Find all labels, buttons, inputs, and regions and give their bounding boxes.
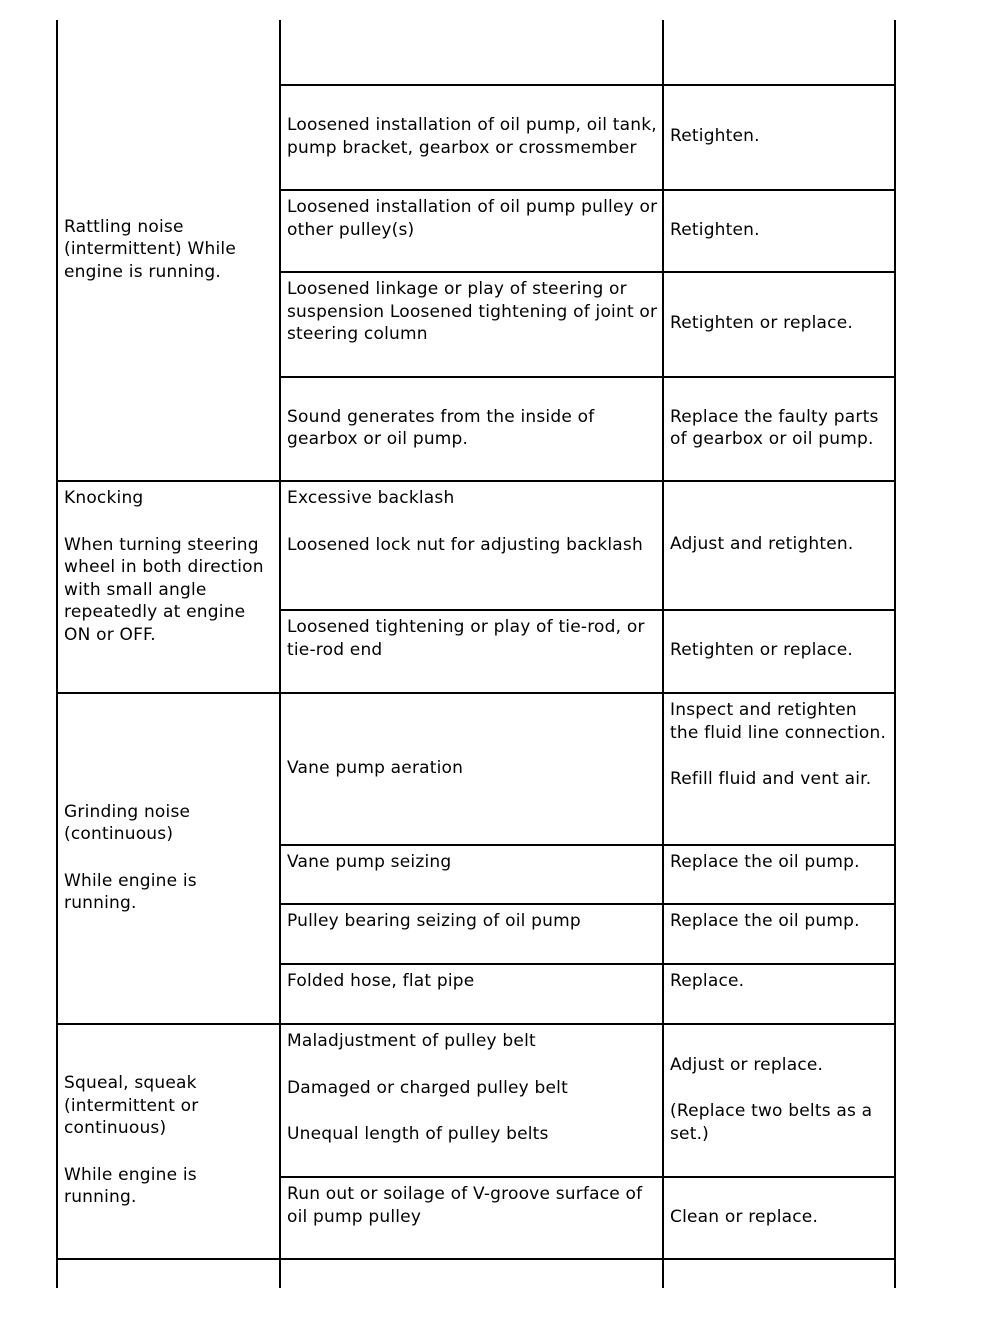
cause-cell <box>287 616 658 689</box>
cause-cell <box>287 278 658 373</box>
remedy-cell <box>670 614 890 687</box>
cell-paragraph: Knocking <box>64 488 144 508</box>
row-border <box>57 1258 896 1260</box>
cell-paragraph: Adjust or replace. <box>670 1054 824 1075</box>
cell-paragraph: While engine is running. <box>64 870 197 913</box>
cell-paragraph: Adjust and retighten. <box>670 534 854 555</box>
cause-cell-text <box>287 196 658 241</box>
cause-cell-text <box>287 1030 658 1146</box>
remedy-cell-text <box>670 406 890 451</box>
row-border <box>57 692 896 694</box>
subrow-border <box>280 903 896 905</box>
cell-paragraph: Vane pump seizing <box>287 852 452 872</box>
remedy-cell <box>670 1265 890 1284</box>
cause-cell <box>287 89 658 184</box>
subrow-border <box>280 1176 896 1178</box>
remedy-cell <box>670 699 890 841</box>
cause-cell <box>287 851 658 900</box>
cell-paragraph: Clean or replace. <box>670 1206 819 1227</box>
remedy-cell-text <box>670 639 890 662</box>
cell-paragraph: Loosened linkage or play of steering or suspension Loosened tightening of joint or steering column <box>287 279 658 344</box>
remedy-cell-text <box>670 219 890 242</box>
row-border <box>57 480 896 482</box>
cause-cell-text <box>287 1183 658 1228</box>
subrow-border <box>280 271 896 273</box>
cell-paragraph: Replace the faulty parts of gearbox or oil pump. <box>670 406 879 449</box>
remedy-cell <box>670 851 890 900</box>
cause-cell <box>287 487 658 606</box>
symptom-cell-text <box>64 487 275 646</box>
cell-paragraph: Retighten or replace. <box>670 313 853 334</box>
cell-paragraph: Replace the oil pump. <box>670 911 860 931</box>
remedy-cell <box>670 1181 890 1253</box>
cause-cell <box>287 910 658 960</box>
cell-paragraph: While engine is running. <box>64 1164 197 1208</box>
cause-cell <box>287 697 658 839</box>
cell-paragraph: Squeal, squeak (intermittent or continuous) <box>64 1073 199 1139</box>
cause-cell-text <box>287 910 658 933</box>
cause-cell-text <box>287 487 658 556</box>
remedy-cell-text <box>670 1206 890 1229</box>
cause-cell-text <box>287 406 658 451</box>
cause-cell <box>287 196 658 268</box>
cell-paragraph: Folded hose, flat pipe <box>287 971 475 991</box>
column-border <box>662 20 664 1288</box>
symptom-cell-text <box>64 1072 275 1209</box>
cell-paragraph: When turning steering wheel in both direction with small angle repeatedly at engine ON or OFF. <box>64 534 264 645</box>
cell-paragraph: Loosened lock nut for adjusting backlash <box>287 534 643 555</box>
cause-cell <box>287 970 658 1020</box>
symptom-cell-text <box>64 801 275 915</box>
remedy-cell-text <box>670 125 890 148</box>
cell-paragraph: Run out or soilage of V-groove surface of oil pump pulley <box>287 1184 643 1227</box>
subrow-border <box>280 84 896 86</box>
cell-paragraph: Retighten or replace. <box>670 640 853 661</box>
remedy-cell <box>670 381 890 475</box>
cell-paragraph: Unequal length of pulley belts <box>287 1124 549 1144</box>
cell-paragraph: Grinding noise (continuous) <box>64 801 191 844</box>
remedy-cell-text <box>670 970 890 993</box>
remedy-cell-text <box>670 910 890 933</box>
symptom-cell <box>64 697 275 1018</box>
cause-cell-text <box>287 616 658 661</box>
cause-cell <box>287 1030 658 1173</box>
row-border <box>57 1023 896 1025</box>
subrow-border <box>280 189 896 191</box>
cause-cell <box>287 1265 658 1284</box>
cell-paragraph: Rattling noise (intermittent) While engine is running. <box>64 216 236 282</box>
cell-paragraph: Refill fluid and vent air. <box>670 769 872 789</box>
remedy-cell <box>670 1028 890 1171</box>
remedy-cell <box>670 970 890 1020</box>
remedy-cell <box>670 910 890 960</box>
cause-cell <box>287 381 658 475</box>
remedy-cell <box>670 194 890 266</box>
cell-paragraph: (Replace two belts as a set.) <box>670 1101 873 1144</box>
cause-cell <box>287 1183 658 1255</box>
symptom-cell-text <box>64 216 275 284</box>
remedy-cell <box>670 89 890 184</box>
cell-paragraph: Pulley bearing seizing of oil pump <box>287 911 581 931</box>
remedy-cell <box>670 26 890 81</box>
cause-cell <box>287 26 658 81</box>
remedy-cell-text <box>670 312 890 335</box>
symptom-cell <box>64 1028 275 1253</box>
symptom-cell <box>64 24 275 475</box>
symptom-cell <box>64 1265 275 1284</box>
subrow-border <box>280 376 896 378</box>
remedy-cell <box>670 276 890 371</box>
subrow-border <box>280 963 896 965</box>
subrow-border <box>280 844 896 846</box>
cell-paragraph: Retighten. <box>670 126 760 147</box>
subrow-border <box>280 609 896 611</box>
cell-paragraph: Replace the oil pump. <box>670 852 860 872</box>
cell-paragraph: Sound generates from the inside of gearbox or oil pump. <box>287 406 595 449</box>
cause-cell-text <box>287 970 658 993</box>
cell-paragraph: Maladjustment of pulley belt <box>287 1031 536 1051</box>
cell-paragraph: Retighten. <box>670 219 760 240</box>
cell-paragraph: Damaged or charged pulley belt <box>287 1077 568 1098</box>
cause-cell-text <box>287 851 658 874</box>
remedy-cell-text <box>670 533 890 556</box>
cause-cell-text <box>287 278 658 346</box>
column-border <box>56 20 58 1288</box>
remedy-cell-text <box>670 1054 890 1146</box>
cause-cell-text <box>287 114 658 159</box>
cause-cell-text <box>287 757 658 780</box>
remedy-cell-text <box>670 851 890 874</box>
cell-paragraph: Inspect and retighten the fluid line connection. <box>670 700 887 743</box>
column-border <box>279 20 281 1288</box>
column-border <box>894 20 896 1288</box>
cell-paragraph: Replace. <box>670 971 745 991</box>
cell-paragraph: Loosened tightening or play of tie-rod, or tie-rod end <box>287 617 645 660</box>
symptom-cell <box>64 487 275 689</box>
cell-paragraph: Vane pump aeration <box>287 757 464 778</box>
remedy-cell-text <box>670 699 890 791</box>
cell-paragraph: Loosened installation of oil pump, oil tank, pump bracket, gearbox or crossmember <box>287 115 657 158</box>
remedy-cell <box>670 485 890 604</box>
cell-paragraph: Loosened installation of oil pump pulley or other pulley(s) <box>287 197 658 240</box>
cell-paragraph: Excessive backlash <box>287 488 455 508</box>
